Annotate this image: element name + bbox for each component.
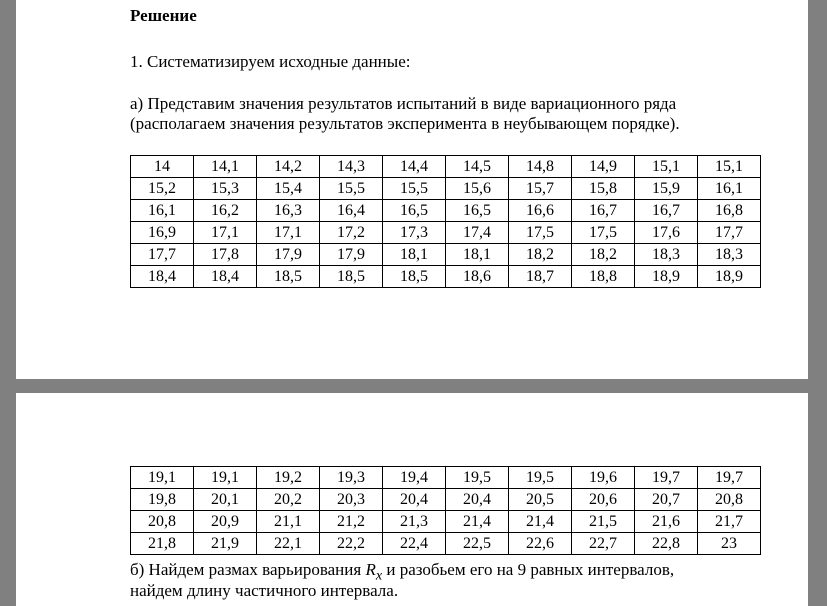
step-1-text: 1. Систематизируем исходные данные:	[130, 52, 411, 71]
table-cell: 20,3	[320, 489, 383, 511]
table-cell: 19,7	[635, 467, 698, 489]
table-cell: 21,4	[446, 511, 509, 533]
step-b-text-line-2: найдем длину частичного интервала.	[130, 581, 399, 600]
table-cell: 14,1	[194, 156, 257, 178]
table-cell: 14,9	[572, 156, 635, 178]
step-b-text-part-1: б) Найдем размах варьирования	[130, 560, 366, 579]
table-cell: 16,2	[194, 200, 257, 222]
table-cell: 16,7	[635, 200, 698, 222]
table-cell: 15,7	[509, 178, 572, 200]
table-cell: 14,5	[446, 156, 509, 178]
document-page-1	[16, 0, 808, 379]
table-cell: 19,5	[509, 467, 572, 489]
table-cell: 18,5	[257, 266, 320, 288]
table-cell: 18,2	[572, 244, 635, 266]
table-cell: 15,1	[698, 156, 761, 178]
table-cell: 19,3	[320, 467, 383, 489]
table-cell: 17,3	[383, 222, 446, 244]
table-cell: 16,9	[131, 222, 194, 244]
table-cell: 15,5	[320, 178, 383, 200]
table-cell: 17,8	[194, 244, 257, 266]
range-variable	[365, 560, 383, 584]
table-cell: 14,8	[509, 156, 572, 178]
table-cell: 19,7	[698, 467, 761, 489]
table-row	[131, 533, 761, 555]
table-cell: 15,1	[635, 156, 698, 178]
table-cell: 14,4	[383, 156, 446, 178]
table-row	[131, 200, 761, 222]
table-cell: 15,6	[446, 178, 509, 200]
table-cell: 16,8	[698, 200, 761, 222]
table-cell: 22,4	[383, 533, 446, 555]
table-cell: 18,4	[194, 266, 257, 288]
table-row	[131, 467, 761, 489]
table-cell: 21,7	[698, 511, 761, 533]
table-row	[131, 244, 761, 266]
table-row	[131, 178, 761, 200]
table-cell: 18,3	[635, 244, 698, 266]
table-cell: 17,6	[635, 222, 698, 244]
table-cell: 20,6	[572, 489, 635, 511]
table-cell: 21,9	[194, 533, 257, 555]
table-cell: 15,4	[257, 178, 320, 200]
table-cell: 15,3	[194, 178, 257, 200]
table-cell: 17,5	[572, 222, 635, 244]
step-b-text-part-2: и разобьем его на 9 равных интервалов,	[382, 560, 675, 579]
table-row	[131, 222, 761, 244]
table-cell: 20,4	[383, 489, 446, 511]
table-cell: 20,8	[698, 489, 761, 511]
table-cell: 21,5	[572, 511, 635, 533]
table-cell: 20,5	[509, 489, 572, 511]
table-cell: 15,5	[383, 178, 446, 200]
table-cell: 18,5	[383, 266, 446, 288]
table-cell: 21,1	[257, 511, 320, 533]
variation-series-table-part-1	[130, 155, 761, 288]
table-cell: 19,5	[446, 467, 509, 489]
table-cell: 22,7	[572, 533, 635, 555]
table-cell: 17,1	[194, 222, 257, 244]
table-cell: 14,2	[257, 156, 320, 178]
table-cell: 19,4	[383, 467, 446, 489]
table-cell: 15,9	[635, 178, 698, 200]
table-cell: 21,2	[320, 511, 383, 533]
table-cell: 22,6	[509, 533, 572, 555]
table-cell: 18,5	[320, 266, 383, 288]
table-cell: 14	[131, 156, 194, 178]
table-cell: 21,3	[383, 511, 446, 533]
variation-series-table-part-2	[130, 466, 761, 555]
table-cell: 18,9	[635, 266, 698, 288]
table-cell: 20,1	[194, 489, 257, 511]
solution-heading: Решение	[130, 6, 197, 25]
table-cell: 18,9	[698, 266, 761, 288]
step-a-text-line-2: (располагаем значения результатов эксперимента в неубывающем порядке).	[130, 114, 680, 133]
step-a-text-line-1: а) Представим значения результатов испытаний в виде вариационного ряда	[130, 94, 677, 113]
table-cell: 16,1	[131, 200, 194, 222]
table-cell: 16,1	[698, 178, 761, 200]
table-row	[131, 489, 761, 511]
table-cell: 19,1	[194, 467, 257, 489]
table-cell: 14,3	[320, 156, 383, 178]
table-cell: 18,1	[383, 244, 446, 266]
table-cell: 18,1	[446, 244, 509, 266]
table-cell: 21,6	[635, 511, 698, 533]
document-page-2	[16, 393, 808, 606]
table-cell: 16,5	[383, 200, 446, 222]
table-cell: 21,8	[131, 533, 194, 555]
table-cell: 17,9	[257, 244, 320, 266]
table-cell: 20,8	[131, 511, 194, 533]
table-cell: 19,2	[257, 467, 320, 489]
table-cell: 17,1	[257, 222, 320, 244]
table-row	[131, 511, 761, 533]
range-variable-symbol: R	[365, 560, 376, 579]
table-cell: 22,2	[320, 533, 383, 555]
table-cell: 16,7	[572, 200, 635, 222]
table-cell: 21,4	[509, 511, 572, 533]
table-row	[131, 266, 761, 288]
table-cell: 20,9	[194, 511, 257, 533]
table-cell: 17,7	[131, 244, 194, 266]
table-cell: 15,2	[131, 178, 194, 200]
table-cell: 18,6	[446, 266, 509, 288]
table-cell: 18,8	[572, 266, 635, 288]
table-cell: 17,2	[320, 222, 383, 244]
table-row	[131, 156, 761, 178]
table-cell: 22,1	[257, 533, 320, 555]
table-cell: 22,8	[635, 533, 698, 555]
table-cell: 22,5	[446, 533, 509, 555]
table-cell: 19,6	[572, 467, 635, 489]
table-cell: 15,8	[572, 178, 635, 200]
table-cell: 16,5	[446, 200, 509, 222]
table-cell: 19,1	[131, 467, 194, 489]
table-cell: 16,4	[320, 200, 383, 222]
table-cell: 19,8	[131, 489, 194, 511]
table-cell: 17,9	[320, 244, 383, 266]
table-cell: 20,2	[257, 489, 320, 511]
table-cell: 16,3	[257, 200, 320, 222]
range-variable-subscript: x	[375, 567, 383, 584]
table-cell: 23	[698, 533, 761, 555]
table-cell: 20,7	[635, 489, 698, 511]
table-cell: 18,7	[509, 266, 572, 288]
table-cell: 20,4	[446, 489, 509, 511]
table-cell: 16,6	[509, 200, 572, 222]
table-cell: 17,7	[698, 222, 761, 244]
table-cell: 18,2	[509, 244, 572, 266]
table-cell: 17,5	[509, 222, 572, 244]
table-cell: 17,4	[446, 222, 509, 244]
table-cell: 18,3	[698, 244, 761, 266]
table-cell: 18,4	[131, 266, 194, 288]
